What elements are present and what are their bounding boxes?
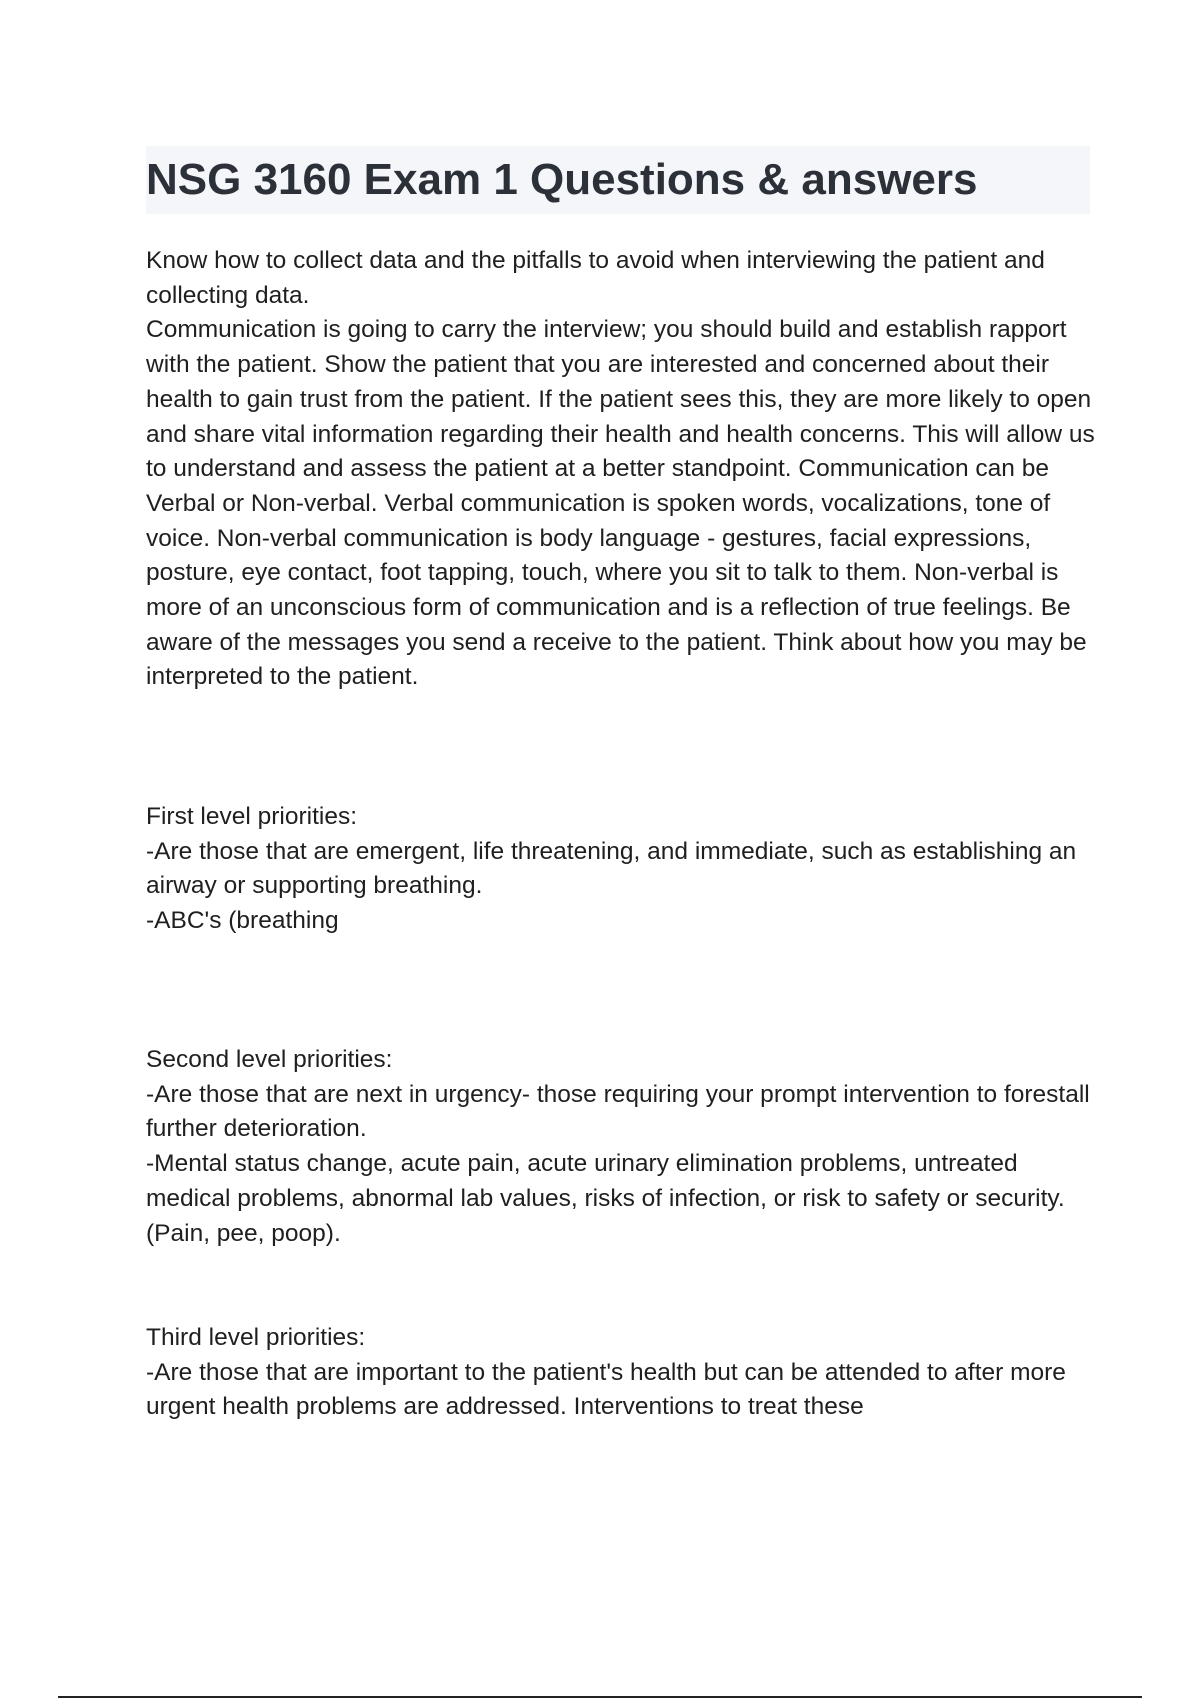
intro-paragraph-1: Know how to collect data and the pitfalls to avoid when interviewing the patient and collecting data. bbox=[146, 247, 1045, 309]
second-level-section bbox=[146, 1043, 1096, 1251]
third-level-heading: Third level priorities: bbox=[146, 1324, 366, 1351]
third-level-definition: -Are those that are important to the patient's health but can be attended to after more urgent health problems are addressed. Interventions to treat these bbox=[146, 1358, 1066, 1421]
intro-paragraph-2: Communication is going to carry the interview; you should build and establish rapport with the patient. Show the patient that you are interested and concerned about their health to gain trust from the patient. If the patient sees this, they are more likely to open and share vital information regarding their health and health concerns. This will allow us to understand and assess the patient at a better standpoint. Communication can be Verbal or Non-verbal. Verbal communication is spoken words, vocalizations, tone of voice. Non-verbal communication is body language - gestures, facial expressions, posture, eye contact, foot tapping, touch, where you sit to talk to them. Non-verbal is more of an unconscious form of communication and is a reflection of true feelings. Be aware of the messages you send a receive to the patient. Think about how you may be interpreted to the patient. bbox=[146, 316, 1095, 691]
second-level-definition: -Are those that are next in urgency- those requiring your prompt intervention to forestall further deterioration. bbox=[146, 1080, 1090, 1143]
first-level-definition: -Are those that are emergent, life threatening, and immediate, such as establishing an airway or supporting breathing. bbox=[146, 837, 1077, 900]
second-level-example: -Mental status change, acute pain, acute urinary elimination problems, untreated medical problems, abnormal lab values, risks of infection, or risk to safety or security. (Pain, pee, poop). bbox=[146, 1150, 1065, 1247]
first-level-example: -ABC's (breathing bbox=[146, 907, 339, 935]
page-bottom-divider bbox=[58, 1696, 1142, 1698]
second-level-heading: Second level priorities: bbox=[146, 1046, 393, 1073]
first-level-heading: First level priorities: bbox=[146, 803, 358, 830]
first-level-section bbox=[146, 800, 1096, 939]
intro-section bbox=[146, 244, 1096, 695]
third-level-section bbox=[146, 1321, 1096, 1425]
page-title: NSG 3160 Exam 1 Questions & answers bbox=[146, 155, 978, 204]
